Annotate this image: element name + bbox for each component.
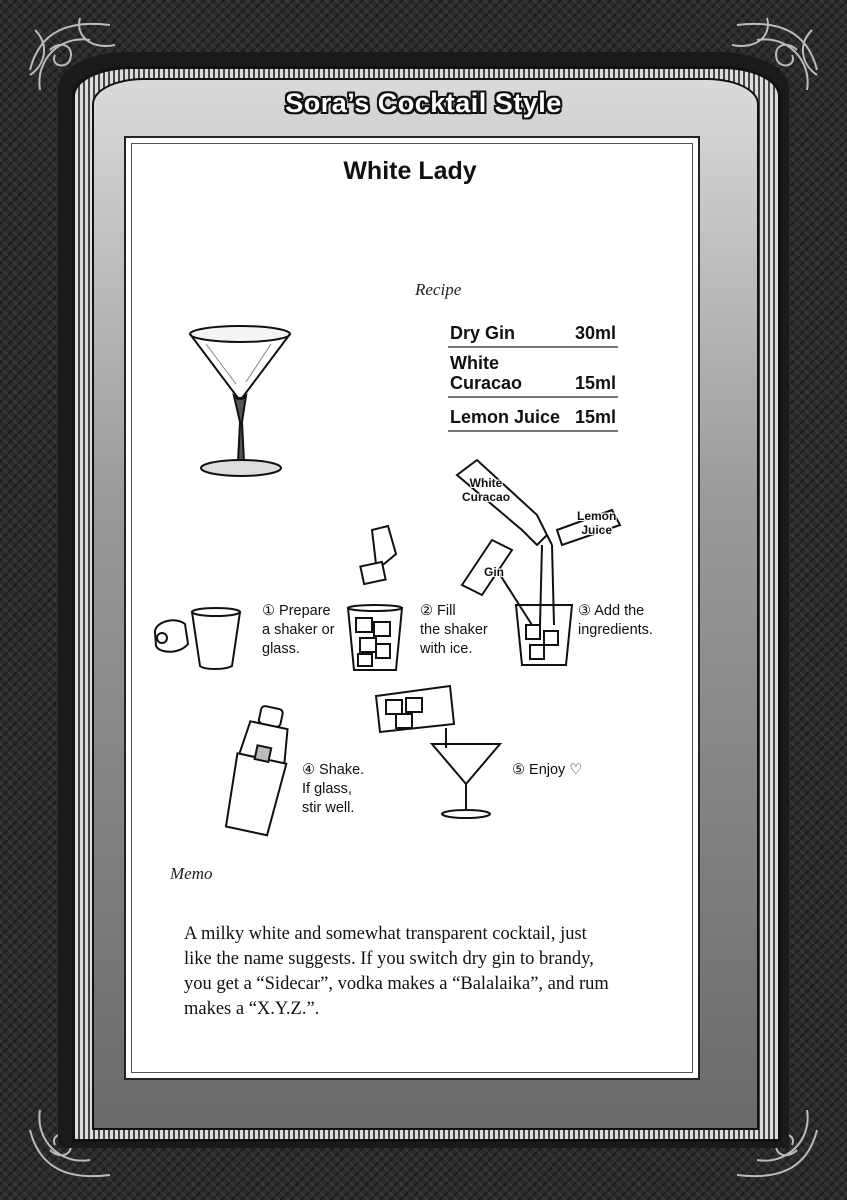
bottle-label-line: White [469, 476, 503, 490]
ingredient-name: Curacao [450, 373, 523, 393]
step-line: glass. [262, 641, 300, 657]
step-number: ② [420, 603, 433, 619]
ingredient-name: Lemon Juice [450, 407, 561, 427]
step-3-text [578, 602, 653, 640]
step-line: Prepare [279, 603, 331, 619]
bottle-label-line: Curacao [462, 490, 511, 504]
step-line: Add the [594, 603, 645, 619]
step-line: a shaker or [262, 622, 335, 638]
shaker-parts-icon [150, 604, 250, 674]
ice-tongs-icon [354, 524, 404, 586]
memo-body [184, 922, 644, 1022]
step-5-text [512, 761, 582, 780]
ingredient-row [448, 350, 618, 398]
ingredient-row [448, 400, 618, 432]
step-number: ⑤ [512, 762, 525, 778]
bottle-label-line: Lemon [577, 509, 617, 523]
ingredient-amount: 15ml [574, 407, 616, 427]
glass-with-ice-icon [346, 604, 404, 674]
bottle-label-lemon-juice [577, 509, 616, 537]
serving-glass-icon [372, 684, 512, 824]
step-line: Fill [437, 603, 456, 619]
ingredient-amount: 15ml [574, 373, 616, 393]
step-line: stir well. [302, 800, 355, 816]
step-line: with ice. [420, 641, 473, 657]
memo-line: like the name suggests. If you switch dry gin to brandy, [184, 949, 594, 969]
step-number: ③ [578, 603, 591, 619]
step-2-text [420, 602, 488, 659]
step-line: the shaker [420, 622, 488, 638]
ingredient-name: Dry Gin [450, 323, 516, 343]
step-number: ① [262, 603, 275, 619]
step-1-text [262, 602, 335, 659]
ingredient-name: White [450, 353, 499, 373]
cocktail-glass-icon [186, 322, 296, 484]
memo-heading: Memo [170, 864, 213, 883]
memo-line: makes a “X.Y.Z.”. [184, 999, 320, 1019]
step-number: ④ [302, 762, 315, 778]
step-line: ingredients. [578, 622, 653, 638]
ingredient-row [448, 318, 618, 348]
recipe-heading: Recipe [415, 280, 462, 299]
step-line: If glass, [302, 781, 352, 797]
cocktail-shaker-icon [218, 702, 298, 842]
bottle-label-line: Juice [581, 523, 613, 537]
series-title: Sora’s Cocktail Style [285, 88, 562, 118]
jigger-label-gin: Gin [484, 565, 504, 579]
ingredient-amount: 30ml [574, 323, 616, 343]
drink-name: White Lady [343, 157, 477, 185]
step-line: Shake. [319, 762, 365, 778]
bottle-label-white-curacao [462, 476, 510, 504]
memo-line: you get a “Sidecar”, vodka makes a “Balalaika”, and rum [184, 974, 609, 994]
step-line: Enjoy ♡ [529, 762, 583, 778]
memo-line: A milky white and somewhat transparent cocktail, just [184, 924, 587, 944]
step-4-text [302, 761, 364, 818]
